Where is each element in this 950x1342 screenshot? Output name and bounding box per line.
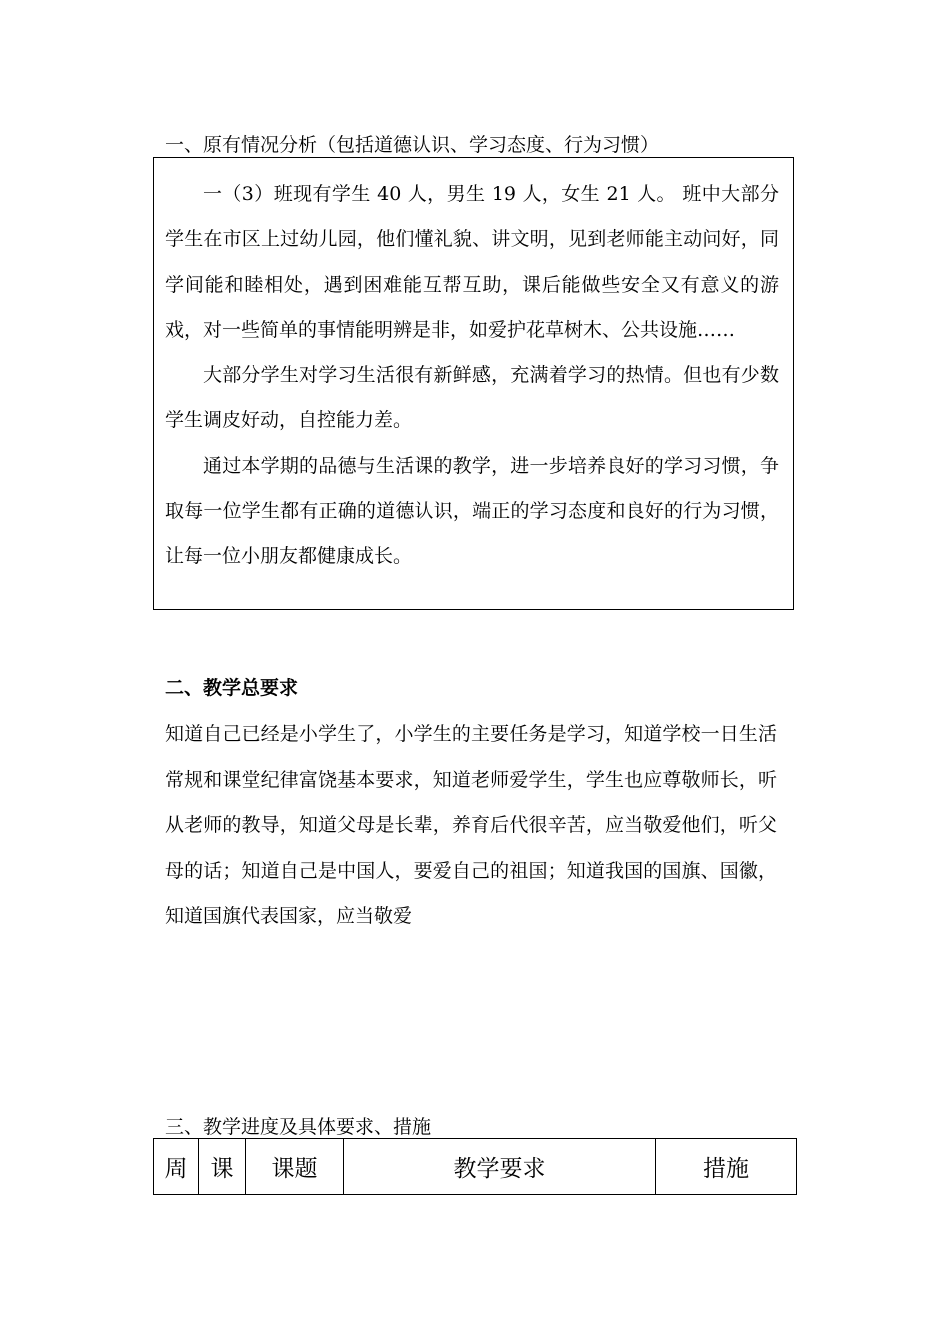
column-requirements: 教学要求 [344,1139,656,1195]
column-lesson: 课 [199,1139,246,1195]
analysis-paragraph-2: 大部分学生对学习生活很有新鲜感，充满着学习的热情。但也有少数学生调皮好动，自控能力差。 [165,364,779,432]
section-3-heading: 三、教学进度及具体要求、措施 [165,1116,432,1138]
column-topic: 课题 [246,1139,344,1195]
situation-analysis-box [153,157,794,610]
section-1-heading: 一、原有情况分析（包括道德认识、学习态度、行为习惯） [165,134,660,156]
schedule-table [153,1138,797,1195]
teaching-requirements-text: 知道自己已经是小学生了，小学生的主要任务是学习，知道学校一日生活常规和课堂纪律富饶基本要求，知道老师爱学生，学生也应尊敬师长，听从老师的教导，知道父母是长辈，养育后代很辛苦，应当敬爱他们，听父母的话；知道自己是中国人，要爱自己的祖国；知道我国的国旗、国徽，知道国旗代表国家，应当敬爱 [165,723,777,927]
schedule-header-row [154,1139,797,1195]
column-measures: 措施 [656,1139,797,1195]
analysis-paragraph-1: 一（3）班现有学生 40 人，男生 19 人，女生 21 人。 班中大部分学生在市区上过幼儿园，他们懂礼貌、讲文明，见到老师能主动问好，同学间能和睦相处，遇到困难能互帮互助，课后能做些安全又有意义的游戏，对一些简单的事情能明辨是非，如爱护花草树木、公共设施…… [165,183,779,341]
section-2-heading: 二、教学总要求 [165,677,299,699]
column-week: 周 [154,1139,199,1195]
analysis-paragraph-3: 通过本学期的品德与生活课的教学，进一步培养良好的学习习惯，争取每一位学生都有正确的道德认识，端正的学习态度和良好的行为习惯，让每一位小朋友都健康成长。 [165,454,779,568]
